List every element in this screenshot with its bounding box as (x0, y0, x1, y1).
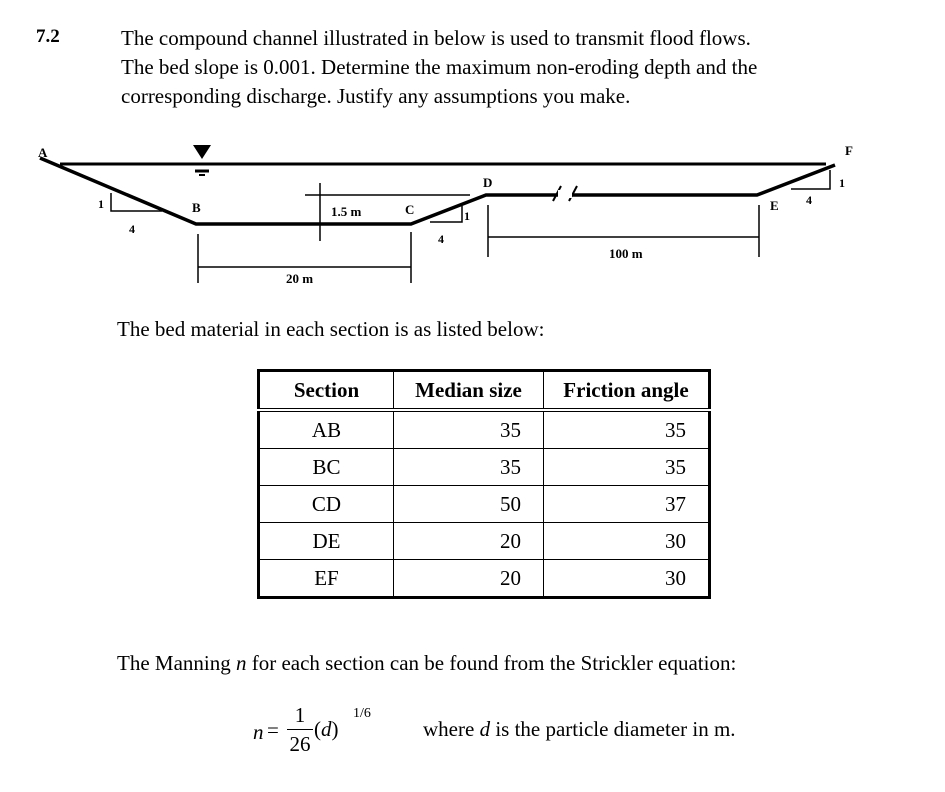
problem-line: The compound channel illustrated in below is used to transmit flood flows. (121, 26, 751, 50)
point-label-c: C (405, 202, 415, 217)
slope-run-label: 4 (129, 222, 135, 236)
cell-friction-angle: 35 (544, 410, 710, 449)
cell-section: BC (259, 449, 394, 486)
problem-line: The bed slope is 0.001. Determine the maximum non-eroding depth and the (121, 55, 758, 79)
channel-bed-profile (40, 158, 835, 224)
floodplain-width-label: 100 m (609, 246, 643, 261)
point-label-b: B (192, 200, 201, 215)
cell-friction-angle: 35 (544, 449, 710, 486)
table-header-row (259, 371, 710, 411)
channel-cross-section-diagram (0, 135, 945, 295)
formula-lhs: n (253, 720, 264, 744)
water-level-symbol-icon (193, 145, 211, 159)
cell-section: AB (259, 410, 394, 449)
formula-explanation: where d is the particle diameter in m. (423, 717, 736, 741)
point-label-f: F (845, 143, 853, 158)
header-friction-angle: Friction angle (544, 371, 710, 411)
cell-median-size: 35 (394, 449, 544, 486)
formula-exponent: 1/6 (353, 706, 371, 721)
cell-section: CD (259, 486, 394, 523)
cell-section: EF (259, 560, 394, 598)
cell-friction-angle: 30 (544, 560, 710, 598)
slope-run-label: 4 (438, 232, 444, 246)
cell-friction-angle: 30 (544, 523, 710, 560)
point-label-e: E (770, 198, 779, 213)
cell-median-size: 50 (394, 486, 544, 523)
table-intro: The bed material in each section is as listed below: (117, 317, 545, 341)
manning-n-variable: n (235, 651, 247, 675)
cell-median-size: 35 (394, 410, 544, 449)
slope-rise-label: 1 (98, 197, 104, 211)
main-depth-label: 1.5 m (331, 204, 362, 219)
cell-median-size: 20 (394, 560, 544, 598)
formula-fraction (287, 703, 313, 756)
formula-denominator: 26 (289, 732, 311, 756)
table-row (259, 449, 710, 486)
formula-equals: = (267, 718, 279, 742)
cell-median-size: 20 (394, 523, 544, 560)
table-row (259, 560, 710, 598)
slope-rise-label: 1 (464, 209, 470, 223)
main-width-label: 20 m (286, 271, 314, 286)
formula-base: (d) (314, 717, 339, 741)
fraction-bar (287, 729, 313, 730)
slope-run-label: 4 (806, 193, 812, 207)
slope-rise-label: 1 (839, 176, 845, 190)
table-row (259, 486, 710, 523)
cell-friction-angle: 37 (544, 486, 710, 523)
point-label-d: D (483, 175, 493, 190)
bed-material-table (257, 369, 711, 599)
table-row (259, 523, 710, 560)
problem-line: corresponding discharge. Justify any assumptions you make. (121, 84, 631, 108)
header-section: Section (259, 371, 394, 411)
point-label-a: A (38, 145, 48, 160)
strickler-intro: The Manning n for each section can be found from the Strickler equation: (117, 651, 737, 675)
problem-statement (121, 24, 881, 111)
header-median-size: Median size (394, 371, 544, 411)
problem-number: 7.2 (36, 26, 60, 47)
formula-numerator: 1 (294, 703, 306, 727)
cell-section: DE (259, 523, 394, 560)
table-row (259, 410, 710, 449)
